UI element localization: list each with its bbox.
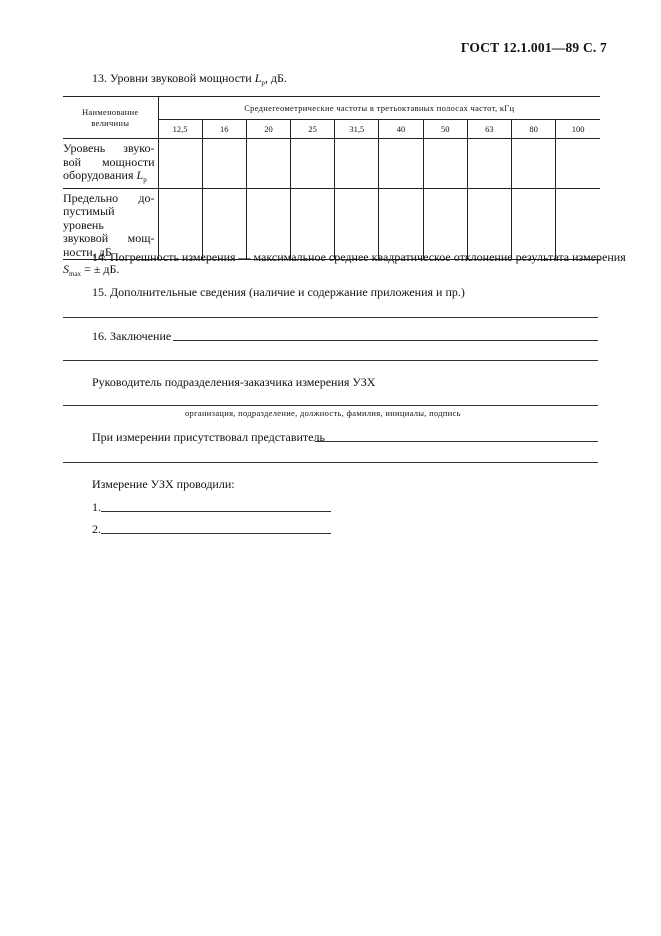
row1-line: вой мощности [63,154,155,169]
item-15-text: 15. Дополнительные сведения (наличие и содержание приложения и пр.) [92,285,465,299]
fill-line-16-conclusion[interactable] [173,340,598,341]
freq-header-cell: 40 [379,120,423,139]
item-13-prefix: 13. Уровни звуковой мощности [92,71,255,85]
performed-label: Измерение УЗХ проводили: [92,477,235,491]
permissible-level-value-cell[interactable] [335,188,379,260]
permissible-level-value-cell[interactable] [158,188,202,260]
sound-power-value-cell[interactable] [158,139,202,189]
row1-line: оборудования $L_p$ [63,168,147,184]
item-14-line1: 14. Погрешность измерения — максимальное среднее квадратическое отклонение результата измерения [92,250,626,264]
table-row [63,188,600,260]
item-14-line2 [63,262,119,278]
row1-line: Уровень звуко- [63,141,155,155]
freq-header-cell: 50 [423,120,467,139]
item-14-suffix: = ± дБ. [81,262,120,276]
sound-power-value-cell[interactable] [467,139,511,189]
head-label: Руководитель подразделения-заказчика измерения УЗХ [92,375,376,389]
page-header: ГОСТ 12.1.001—89 С. 7 [460,40,607,55]
header-name-cell: Наименование величины [63,97,158,139]
freq-header-cell: 20 [246,120,290,139]
freq-header-cell: 63 [467,120,511,139]
freq-header-cell: 12,5 [158,120,202,139]
permissible-level-value-cell[interactable] [246,188,290,260]
fill-line-head-signature[interactable] [63,405,598,406]
item-13-sub: p [261,79,265,87]
sound-power-value-cell[interactable] [556,139,600,189]
item-13-var: L [254,71,262,85]
permissible-level-value-cell[interactable] [467,188,511,260]
table-row [63,139,600,189]
present-label: При измерении присутствовал представитель [92,430,325,444]
row-label-permissible-level [63,188,158,260]
sound-power-value-cell[interactable] [423,139,467,189]
row1-var: L [136,168,144,182]
freq-header-cell: 100 [556,120,600,139]
fill-line-15[interactable] [63,317,598,318]
freq-header-cell: 25 [291,120,335,139]
header-frequency-group: Среднегеометрические частоты в третьоктавных полосах частот, кГц [158,97,600,120]
fill-line-16-continued[interactable] [63,360,598,361]
fill-line-representative-continued[interactable] [63,462,598,463]
row-label-sound-power [63,139,158,189]
permissible-level-value-cell[interactable] [556,188,600,260]
sound-power-value-cell[interactable] [379,139,423,189]
freq-header-cell: 31,5 [335,120,379,139]
sound-power-value-cell[interactable] [291,139,335,189]
permissible-level-value-cell[interactable] [379,188,423,260]
signature-2-number: 2. [92,522,101,536]
sound-power-table [63,96,600,260]
row1-sub: p [143,176,147,184]
item-16-text: 16. Заключение [92,329,172,343]
permissible-level-value-cell[interactable] [202,188,246,260]
freq-header-cell: 16 [202,120,246,139]
fill-line-representative[interactable] [315,441,598,442]
fill-line-signature-1[interactable] [101,511,331,512]
item-13-suffix: , дБ. [264,71,287,85]
sound-power-value-cell[interactable] [512,139,556,189]
row2-line: пустимый уровень [63,204,115,232]
sound-power-value-cell[interactable] [202,139,246,189]
freq-header-cell: 80 [512,120,556,139]
row2-line: звуковой мощ- [63,231,155,245]
item-13-title [92,71,287,87]
item-14-sub: max [69,270,82,278]
row2-line: Предельно до- [63,190,155,205]
row2-line: ности, дБ [63,244,112,259]
permissible-level-value-cell[interactable] [291,188,335,260]
item-14-var: S [63,262,69,276]
fill-line-signature-2[interactable] [101,533,331,534]
sound-power-value-cell[interactable] [246,139,290,189]
signature-1-number: 1. [92,500,101,514]
permissible-level-value-cell[interactable] [512,188,556,260]
sound-power-value-cell[interactable] [335,139,379,189]
permissible-level-value-cell[interactable] [423,188,467,260]
signature-caption: организация, подразделение, должность, фамилия, инициалы, подпись [185,408,461,418]
